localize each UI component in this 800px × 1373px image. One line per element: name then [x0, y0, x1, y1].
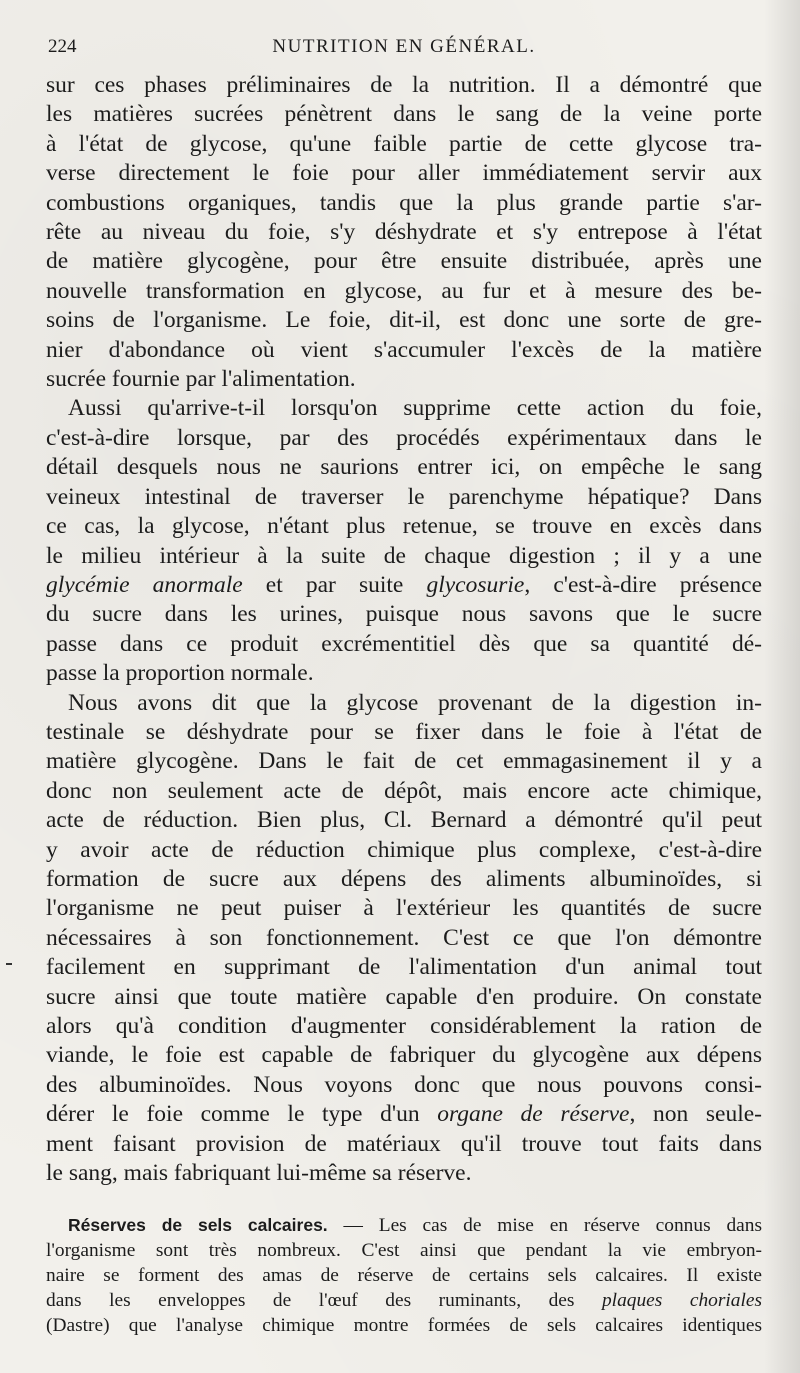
small-print-section [46, 1213, 762, 1338]
text-line: nier d'abondance où vient s'accumuler l'excès de la matière [46, 336, 762, 363]
italic-term: plaques choriales [601, 1290, 762, 1311]
text-line: sur ces phases préliminaires de la nutrition. Il a démontré que [46, 72, 762, 98]
text-line: sucrée fournie par l'alimentation. [46, 366, 356, 393]
text-line: passe dans ce produit excrémentitiel dès que sa quantité dé- [46, 630, 762, 657]
text-line: c'est-à-dire lorsque, par des procédés expérimentaux dans le [46, 424, 762, 451]
text-fragment: et par suite [242, 571, 427, 598]
text-line: (Dastre) que l'analyse chimique montre formées de sels calcaires identiques [46, 1315, 762, 1336]
paragraph-2 [46, 394, 762, 688]
text-line: acte de réduction. Bien plus, Cl. Bernard a démontré qu'il peut [46, 807, 762, 834]
paragraph-3 [46, 689, 762, 1189]
running-title: NUTRITION EN GÉNÉRAL. [272, 36, 536, 57]
text-line: facilement en supprimant de l'alimentation d'un animal tout [46, 954, 762, 981]
text-line: y avoir acte de réduction chimique plus complexe, c'est-à-dire [46, 836, 762, 863]
margin-mark [6, 963, 12, 965]
text-line [46, 571, 762, 600]
text-line: des albuminoïdes. Nous voyons donc que nous pouvons consi- [46, 1071, 762, 1098]
page-header [48, 36, 760, 60]
text-line: nécessaires à son fonctionnement. C'est ce que l'on démontre [46, 924, 762, 951]
text-line: l'organisme ne peut puiser à l'extérieur les quantités de sucre [46, 895, 762, 922]
text-fragment: dérer le foie comme le type d'un [46, 1101, 438, 1128]
section-heading: Réserves de sels calcaires. [68, 1215, 328, 1235]
italic-term: glycosurie [426, 571, 525, 598]
italic-term: organe de réserve [437, 1101, 630, 1128]
text-line: les matières sucrées pénètrent dans le sang de la veine porte [46, 101, 762, 128]
text-line: combustions organiques, tandis que la plus grande partie s'ar- [46, 189, 762, 216]
page-number: 224 [48, 36, 77, 57]
text-line: de matière glycogène, pour être ensuite distribuée, après une [46, 248, 762, 275]
text-line: détail desquels nous ne saurions entrer ici, on empêche le sang [46, 454, 762, 481]
text-line [46, 1100, 762, 1129]
text-line: Nous avons dit que la glycose provenant de la digestion in- [68, 689, 762, 716]
text-line: soins de l'organisme. Le foie, dit-il, est donc une sorte de gre- [46, 307, 762, 334]
text-line: ment faisant provision de matériaux qu'il trouve tout faits dans [46, 1130, 762, 1157]
text-fragment: — Les cas de mise en réserve connus dans [327, 1215, 762, 1236]
text-line: naire se forment des amas de réserve de certains sels calcaires. Il existe [46, 1265, 762, 1286]
text-line: donc non seulement acte de dépôt, mais encore acte chimique, [46, 777, 762, 804]
text-line: Aussi qu'arrive-t-il lorsqu'on supprime cette action du foie, [68, 395, 762, 422]
main-text [46, 71, 762, 1188]
text-line: alors qu'à condition d'augmenter considérablement la ration de [46, 1013, 762, 1039]
text-line: le milieu intérieur à la suite de chaque digestion ; il y a une [46, 542, 762, 569]
text-line: l'organisme sont très nombreux. C'est ainsi que pendant la vie embryon- [46, 1240, 762, 1261]
text-line: testinale se déshydrate pour se fixer dans le foie à l'état de [46, 718, 762, 745]
italic-term: glycémie anormale [46, 571, 243, 598]
text-line: rête au niveau du foie, s'y déshydrate et s'y entrepose à l'état [46, 219, 762, 246]
text-fragment: , non seule- [629, 1101, 762, 1128]
text-line: passe la proportion normale. [46, 660, 314, 687]
text-line: veineux intestinal de traverser le parenchyme hépatique? Dans [46, 483, 762, 510]
text-line: formation de sucre aux dépens des aliments albuminoïdes, si [46, 865, 762, 892]
text-line: du sucre dans les urines, puisque nous savons que le sucre [46, 601, 762, 628]
text-line: matière glycogène. Dans le fait de cet emmagasinement il y a [46, 748, 762, 775]
text-line: verse directement le foie pour aller immédiatement servir aux [46, 160, 762, 187]
page-edge-shadow [764, 0, 800, 1373]
text-fragment: dans les enveloppes de l'œuf des ruminants, des [46, 1290, 602, 1311]
text-line: ce cas, la glycose, n'étant plus retenue, se trouve en excès dans [46, 513, 762, 540]
text-line [46, 1288, 762, 1313]
text-line: le sang, mais fabriquant lui-même sa réserve. [46, 1160, 472, 1187]
text-line [46, 1213, 762, 1238]
text-line: sucre ainsi que toute matière capable d'en produire. On constate [46, 983, 762, 1010]
text-fragment: , c'est-à-dire présence [524, 571, 762, 598]
text-line: à l'état de glycose, qu'une faible partie de cette glycose tra- [46, 130, 762, 157]
text-line: nouvelle transformation en glycose, au fur et à mesure des be- [46, 277, 762, 304]
text-line: viande, le foie est capable de fabriquer du glycogène aux dépens [46, 1042, 762, 1069]
paragraph-1 [46, 71, 762, 394]
